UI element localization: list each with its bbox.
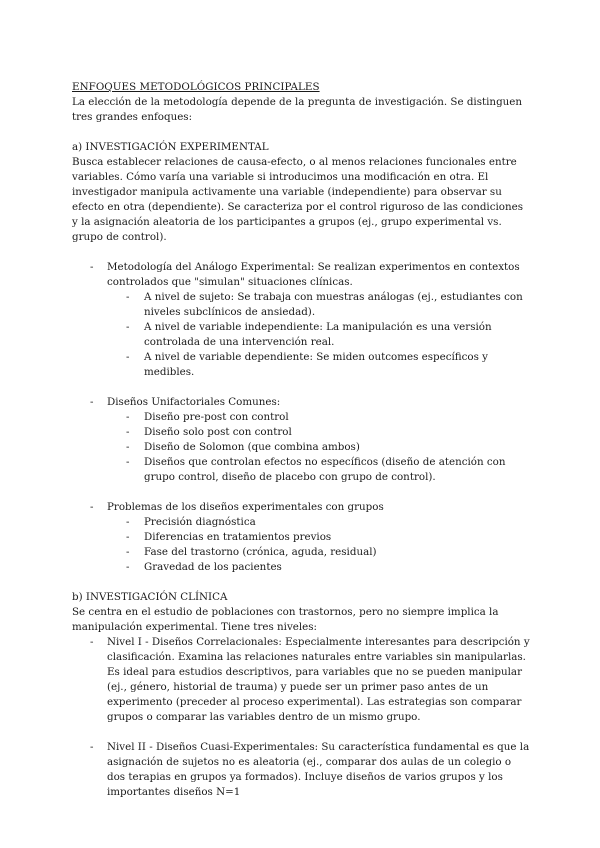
bullet-dash: -	[90, 636, 94, 648]
sublist-item-text: A nivel de sujeto: Se trabaja con muestras análogas (ej., estudiantes con niveles subclínicos de ansiedad).	[144, 291, 523, 318]
bullet-dash: -	[126, 531, 130, 543]
bullet-dash: -	[126, 411, 130, 423]
bullet-dash: -	[90, 396, 94, 408]
sublist-item	[107, 530, 532, 545]
sublist-item-text: Diseño de Solomon (que combina ambos)	[144, 441, 360, 453]
intro-paragraph: La elección de la metodología depende de la pregunta de investigación. Se distinguen tres grandes enfoques:	[72, 96, 523, 123]
bullet-dash: -	[90, 741, 94, 753]
list-item	[72, 740, 532, 800]
document-page	[72, 80, 532, 800]
sublist-item	[107, 440, 532, 455]
bullet-dash: -	[126, 456, 130, 468]
list-item	[72, 500, 532, 575]
sublist-item	[107, 455, 532, 485]
list-item	[72, 635, 532, 725]
bullet-dash: -	[126, 291, 130, 303]
sublist-item-text: A nivel de variable dependiente: Se miden outcomes específicos y medibles.	[144, 351, 488, 378]
list-item-text: Problemas de los diseños experimentales con grupos	[107, 501, 384, 513]
sublist	[107, 290, 532, 380]
sublist-item	[107, 350, 532, 380]
sublist-item-text: Diseños que controlan efectos no específicos (diseño de atención con grupo control, diseño de placebo con grupo de control).	[144, 456, 506, 483]
sublist-item	[107, 290, 532, 320]
sublist-item-text: Precisión diagnóstica	[144, 516, 256, 528]
section-heading-clinical: b) INVESTIGACIÓN CLÍNICA	[72, 591, 228, 603]
sublist-item	[107, 425, 532, 440]
list-item-text: Diseños Unifactoriales Comunes:	[107, 396, 281, 408]
list-item-text: Nivel II - Diseños Cuasi-Experimentales: Su característica fundamental es que la asignación de sujetos no es aleatoria (ej., comparar dos aulas de un colegio o dos terapias en grupos ya formados). Incluye diseños de varios grupos y los importantes diseños N=1	[107, 741, 530, 798]
sublist-item-text: A nivel de variable independiente: La manipulación es una versión controlada de una intervención real.	[144, 321, 492, 348]
sublist-item	[107, 410, 532, 425]
sublist-item	[107, 560, 532, 575]
sublist-item	[107, 545, 532, 560]
sublist-item-text: Diseño pre-post con control	[144, 411, 289, 423]
sublist-item-text: Fase del trastorno (crónica, aguda, residual)	[144, 546, 377, 558]
bullet-dash: -	[90, 501, 94, 513]
list-item-text: Nivel I - Diseños Correlacionales: Especialmente interesantes para descripción y clasificación. Examina las relaciones naturales entre variables sin manipularlas. Es ideal para estudios descriptivos, para variables que no se pueden manipular (ej., género, historial de trauma) y puede ser un primer paso antes de un experimento (preceder al proceso experimental). Las estrategias son comparar grupos o comparar las variables dentro de un mismo grupo.	[107, 636, 530, 723]
sublist-item	[107, 320, 532, 350]
list-item	[72, 260, 532, 380]
bullet-dash: -	[126, 351, 130, 363]
section-body-experimental: Busca establecer relaciones de causa-efecto, o al menos relaciones funcionales entre variables. Cómo varía una variable si introducimos una modificación en otra. El investigador manipula activamente una variable (independiente) para observar su efecto en otra (dependiente). Se caracteriza por el control riguroso de las condiciones y la asignación aleatoria de los participantes a grupos (ej., grupo experimental vs. grupo de control).	[72, 156, 523, 243]
section-heading-experimental: a) INVESTIGACIÓN EXPERIMENTAL	[72, 141, 269, 153]
clinical-list	[72, 635, 532, 800]
list-item	[72, 395, 532, 485]
sublist-item-text: Diseño solo post con control	[144, 426, 292, 438]
sublist	[107, 410, 532, 485]
bullet-dash: -	[126, 561, 130, 573]
bullet-dash: -	[126, 426, 130, 438]
bullet-dash: -	[126, 441, 130, 453]
list-item-text: Metodología del Análogo Experimental: Se realizan experimentos en contextos controlados que "simulan" situaciones clínicas.	[107, 261, 520, 288]
bullet-dash: -	[126, 516, 130, 528]
bullet-dash: -	[126, 546, 130, 558]
experimental-list	[72, 260, 532, 575]
sublist-item	[107, 515, 532, 530]
bullet-dash: -	[126, 321, 130, 333]
sublist-item-text: Diferencias en tratamientos previos	[144, 531, 332, 543]
sublist	[107, 515, 532, 575]
bullet-dash: -	[90, 261, 94, 273]
document-title: ENFOQUES METODOLÓGICOS PRINCIPALES	[72, 81, 320, 93]
section-body-clinical: Se centra en el estudio de poblaciones con trastornos, pero no siempre implica la manipulación experimental. Tiene tres niveles:	[72, 606, 499, 633]
sublist-item-text: Gravedad de los pacientes	[144, 561, 282, 573]
